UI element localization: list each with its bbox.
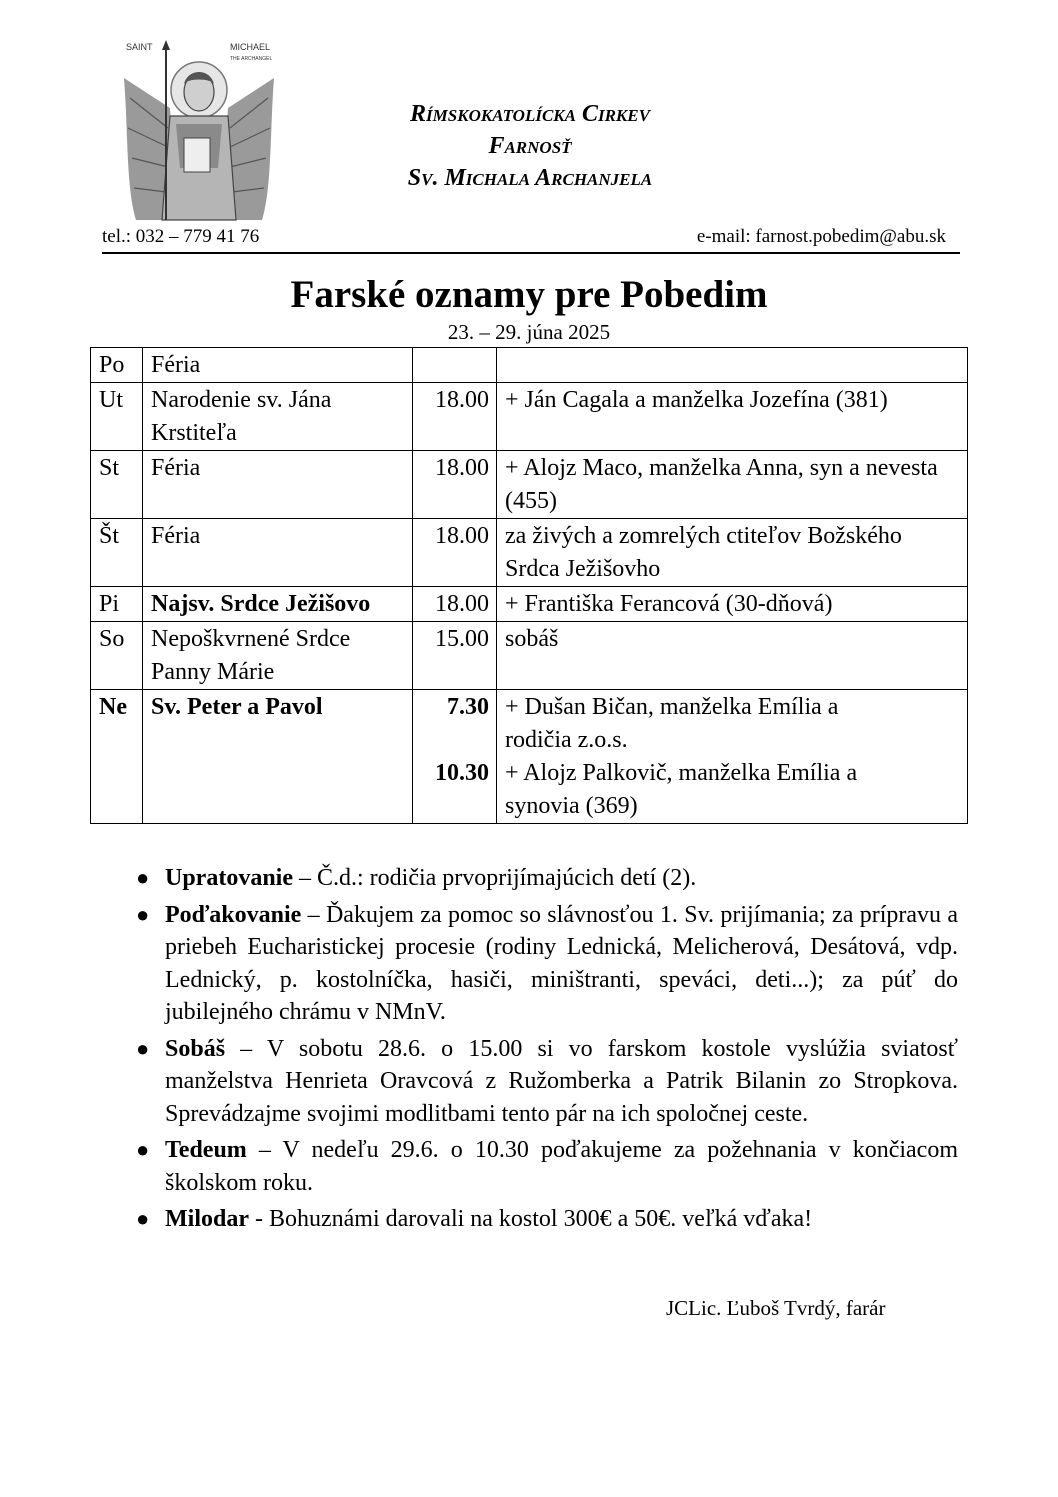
table-row (91, 690, 968, 824)
org-line-church: Rímskokatolícka Cirkev (410, 101, 650, 127)
announcements-list (130, 862, 958, 1240)
feast-cell: Féria (143, 348, 413, 383)
time-cell: 15.00 (413, 622, 497, 690)
note-text: – Č.d.: rodičia prvoprijímajúcich detí (2). (293, 865, 697, 891)
note-text: - Bohuznámi darovali na kostol 300€ a 50€. veľká vďaka! (249, 1206, 813, 1232)
note-text: – Ďakujem za pomoc so slávnosťou 1. Sv. prijímania; za prípravu a priebeh Eucharistickej procesie (rodiny Lednická, Melicherová, Desátová, vdp. Lednický, p. kostolníčka, hasiči, miništranti, speváci, deti...); za púť do jubilejného chrámu v NMnV. (165, 901, 958, 1025)
day-cell: So (91, 622, 143, 690)
time-cell: 18.00 (413, 451, 497, 519)
note-text: – V nedeľu 29.6. o 10.30 poďakujeme za požehnania v končiacom školskom roku. (165, 1137, 958, 1196)
email-address: e-mail: farnost.pobedim@abu.sk (696, 226, 946, 247)
icon-caption-right: MICHAEL (230, 42, 271, 52)
note-text: – V sobotu 28.6. o 15.00 si vo farskom kostole vyslúžia sviatosť manželstva Henrieta Oravcová z Ružomberka a Patrik Bilanin zo Stropkova. Sprevádzajme svojimi modlitbami tento pár na ich spoločnej ceste. (165, 1035, 958, 1127)
icon-caption-left: SAINT (126, 42, 153, 52)
list-item (130, 1134, 958, 1199)
page-title: Farské oznamy pre Pobedim (290, 273, 768, 316)
day-cell: Ut (91, 383, 143, 451)
time-first: 7.30 (447, 694, 489, 720)
day-cell: Št (91, 519, 143, 587)
time-cell: 18.00 (413, 383, 497, 451)
bullet-icon: ● (136, 865, 150, 890)
day-cell: St (91, 451, 143, 519)
intention-cell: sobáš (497, 622, 968, 690)
feast-cell: Najsv. Srdce Ježišovo (143, 587, 413, 622)
time-second: 10.30 (435, 760, 489, 786)
contact-line (102, 226, 960, 254)
table-row (91, 519, 968, 587)
note-heading: Milodar (165, 1206, 249, 1232)
day-cell: Ne (91, 690, 143, 824)
list-item (130, 862, 958, 895)
date-range: 23. – 29. júna 2025 (447, 320, 611, 344)
feast-cell: Sv. Peter a Pavol (143, 690, 413, 824)
note-heading: Tedeum (165, 1137, 247, 1163)
table-row (91, 587, 968, 622)
day-cell: Po (91, 348, 143, 383)
intention-cell: + Františka Ferancová (30-dňová) (497, 587, 968, 622)
note-heading: Sobáš (165, 1035, 226, 1062)
org-line-patron: Sv. Michala Archanjela (407, 165, 653, 191)
bullet-icon: ● (136, 1206, 150, 1231)
phone-number: tel.: 032 – 779 41 76 (102, 226, 260, 247)
bullet-icon: ● (136, 901, 150, 927)
feast-cell: Féria (143, 451, 413, 519)
intention-cell (497, 690, 968, 824)
feast-cell: Féria (143, 519, 413, 587)
list-item (130, 899, 958, 1029)
time-cell: 18.00 (413, 587, 497, 622)
note-heading: Poďakovanie (165, 901, 302, 928)
table-row (91, 348, 968, 383)
day-cell: Pi (91, 587, 143, 622)
time-cell (413, 348, 497, 383)
icon-caption-small: THE ARCHANGEL (230, 56, 273, 62)
intention-cell: za živých a zomrelých ctiteľov Božského Srdca Ježišovho (497, 519, 968, 587)
time-cell: 18.00 (413, 519, 497, 587)
list-item (130, 1203, 958, 1236)
mass-schedule-table (90, 347, 968, 824)
organization-name (300, 98, 760, 194)
org-line-parish: Farnosť (488, 133, 572, 159)
note-heading: Upratovanie (165, 865, 293, 891)
intention-cell: + Ján Cagala a manželka Jozefína (381) (497, 383, 968, 451)
feast-cell: Narodenie sv. Jána Krstiteľa (143, 383, 413, 451)
table-row (91, 451, 968, 519)
intention-cell (497, 348, 968, 383)
list-item (130, 1033, 958, 1131)
table-row (91, 622, 968, 690)
signature: JCLic. Ľuboš Tvrdý, farár (666, 1296, 886, 1320)
table-row (91, 383, 968, 451)
intention-first: + Dušan Bičan, manželka Emília a rodičia z.o.s. (505, 694, 839, 753)
intention-cell: + Alojz Maco, manželka Anna, syn a nevesta (455) (497, 451, 968, 519)
bullet-icon: ● (136, 1035, 150, 1061)
bullet-icon: ● (136, 1137, 150, 1162)
saint-michael-icon (118, 38, 280, 224)
time-cell (413, 690, 497, 824)
intention-second: + Alojz Palkovič, manželka Emília a synovia (369) (505, 760, 858, 819)
feast-cell: Nepoškvrnené Srdce Panny Márie (143, 622, 413, 690)
